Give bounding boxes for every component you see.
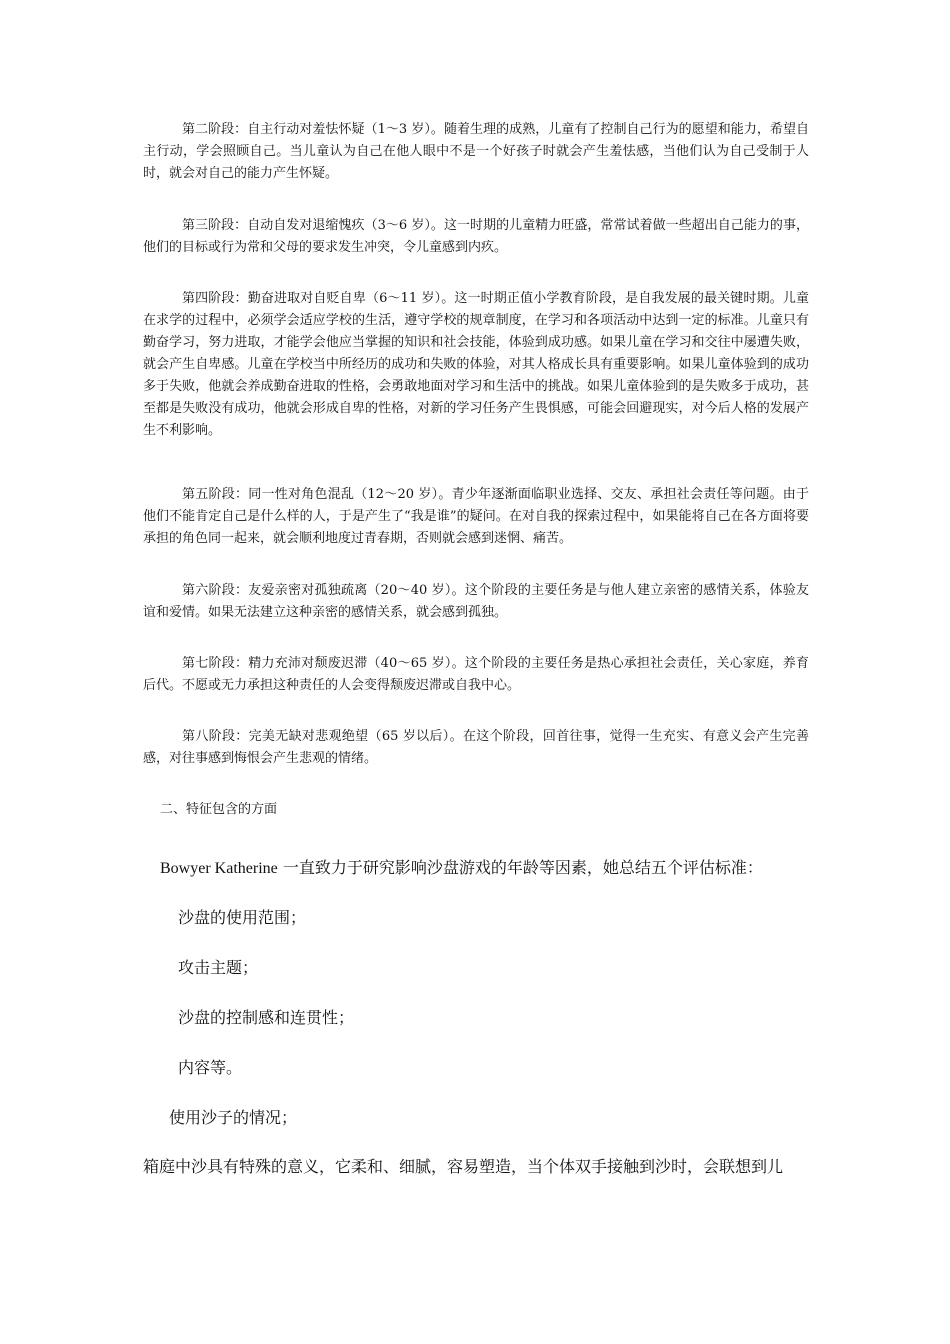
paragraph-stage-3: 第三阶段：自动自发对退缩愧疚（3～6 岁）。这一时期的儿童精力旺盛，常常试着做一些超出自己能力的事，他们的目标或行为常和父母的要求发生冲突，令儿童感到内疚。 — [143, 218, 809, 255]
paragraph-stage-8: 第八阶段：完美无缺对悲观绝望（65 岁以后）。在这个阶段，回首往事，觉得一生充实、有意义会产生完善感，对往事感到悔恨会产生悲观的情绪。 — [143, 729, 809, 766]
paragraph-stage-4: 第四阶段：勤奋进取对自贬自卑（6～11 岁）。这一时期正值小学教育阶段，是自我发展的最关键时期。儿童在求学的过程中，必须学会适应学校的生活，遵守学校的规章制度，在学习和各项活动中达到一定的标准。儿童只有勤奋学习，努力进取，才能学会他应当掌握的知识和社会技能，体验到成功感。如果儿童在学习和交往中屡遭失败，就会产生自卑感。儿童在学校当中所经历的成功和失败的体验，对其人格成长具有重要影响。如果儿童体验到的成功多于失败，他就会养成勤奋进取的性格，会勇敢地面对学习和生活中的挑战。如果儿童体验到的是失败多于成功，甚至都是失败没有成功，他就会形成自卑的性格，对新的学习任务产生畏惧感，可能会回避现实，对今后人格的发展产生不利影响。 — [143, 291, 809, 438]
criterion-item: 沙盘的控制感和连贯性； — [178, 1008, 355, 1027]
paragraph-stage-7: 第七阶段：精力充沛对颓废迟滞（40～65 岁）。这个阶段的主要任务是热心承担社会责任，关心家庭，养育后代。不愿或无力承担这种责任的人会变得颓废迟滞或自我中心。 — [143, 656, 809, 693]
bowyer-intro — [160, 856, 763, 881]
sand-usage-heading: 使用沙子的情况； — [169, 1108, 298, 1127]
paragraph-stage-6: 第六阶段：友爱亲密对孤独疏离（20～40 岁）。这个阶段的主要任务是与他人建立亲密的感情关系，体验友谊和爱情。如果无法建立这种亲密的感情关系，就会感到孤独。 — [143, 583, 809, 620]
sand-meaning-line: 箱庭中沙具有特殊的意义，它柔和、细腻，容易塑造，当个体双手接触到沙时，会联想到儿 — [143, 1157, 784, 1176]
criterion-item: 攻击主题； — [178, 958, 259, 977]
author-name: Bowyer Katherine — [160, 860, 278, 877]
paragraph-stage-5: 第五阶段：同一性对角色混乱（12～20 岁）。青少年逐渐面临职业选择、交友、承担社会责任等问题。由于他们不能肯定自己是什么样的人，于是产生了“我是谁”的疑问。在对自我的探索过程中，如果能将自己在各方面将要承担的角色同一起来，就会顺利地度过青春期，否则就会感到迷惘、痛苦。 — [143, 487, 809, 546]
criterion-item: 内容等。 — [178, 1058, 243, 1077]
bowyer-intro-text: 一直致力于研究影响沙盘游戏的年龄等因素，她总结五个评估标准： — [282, 858, 763, 877]
criterion-item: 沙盘的使用范围； — [178, 908, 307, 927]
section-heading: 二、特征包含的方面 — [160, 802, 278, 817]
paragraph-stage-2: 第二阶段：自主行动对羞怯怀疑（1～3 岁）。随着生理的成熟，儿童有了控制自己行为的愿望和能力，希望自主行动，学会照顾自己。当儿童认为自己在他人眼中不是一个好孩子时就会产生羞怯感，当他们认为自己受制于人时，就会对自己的能力产生怀疑。 — [143, 122, 809, 181]
